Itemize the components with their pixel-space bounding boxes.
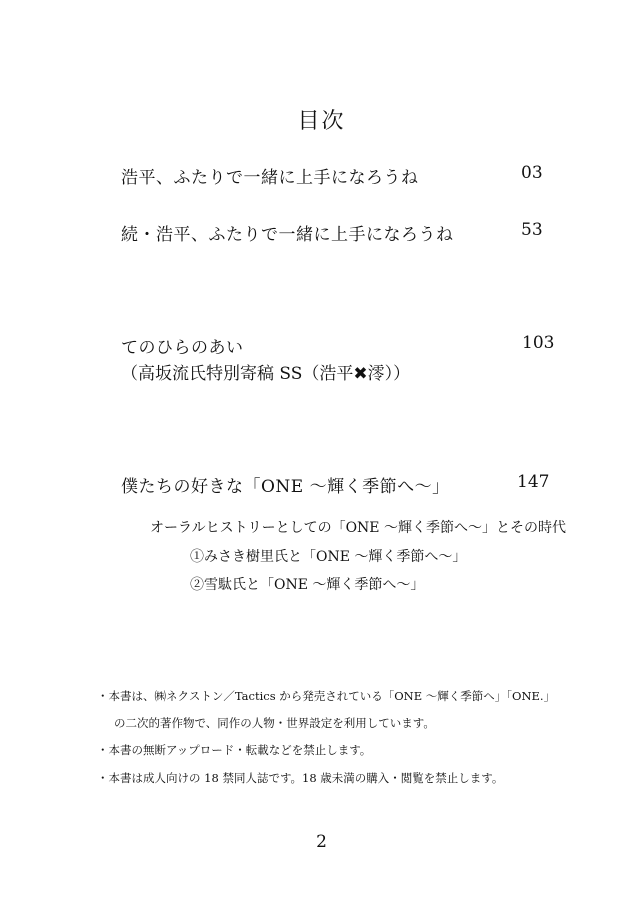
toc-entry-page: 53: [521, 220, 543, 240]
toc-entry-title: 浩平、ふたりで一緒に上手になろうね: [121, 168, 419, 188]
toc-entry-title: 続・浩平、ふたりで一緒に上手になろうね: [121, 225, 454, 245]
toc-entry-page: 147: [517, 472, 550, 492]
toc-entry-page: 03: [521, 163, 543, 183]
note-line: ・本書の無断アップロード・転載などを禁止します。: [97, 743, 372, 757]
toc-subitem: ①みさき樹里氏と「ONE ～輝く季節へ～」: [190, 549, 467, 565]
toc-entry-subtitle: （高坂流氏特別寄稿 SS（浩平✖澪））: [121, 364, 411, 384]
note-line: ・本書は、㈱ネクストン／Tactics から発売されている「ONE ～輝く季節へ」「ONE.」: [97, 689, 556, 703]
page-number: 2: [316, 832, 327, 852]
toc-entry-page: 103: [522, 333, 555, 353]
toc-entry-title: てのひらのあい: [121, 338, 244, 358]
page-title: 目次: [297, 109, 346, 134]
note-line: ・本書は成人向けの 18 禁同人誌です。18 歳未満の購入・閲覧を禁止します。: [97, 771, 504, 785]
toc-subitem: オーラルヒストリーとしての「ONE ～輝く季節へ～」とその時代: [150, 520, 566, 536]
toc-entry-title: 僕たちの好きな「ONE ～輝く季節へ～」: [121, 477, 450, 497]
note-line: の二次的著作物で、同作の人物・世界設定を利用しています。: [114, 716, 435, 730]
toc-subitem: ②雪駄氏と「ONE ～輝く季節へ～」: [190, 577, 425, 593]
